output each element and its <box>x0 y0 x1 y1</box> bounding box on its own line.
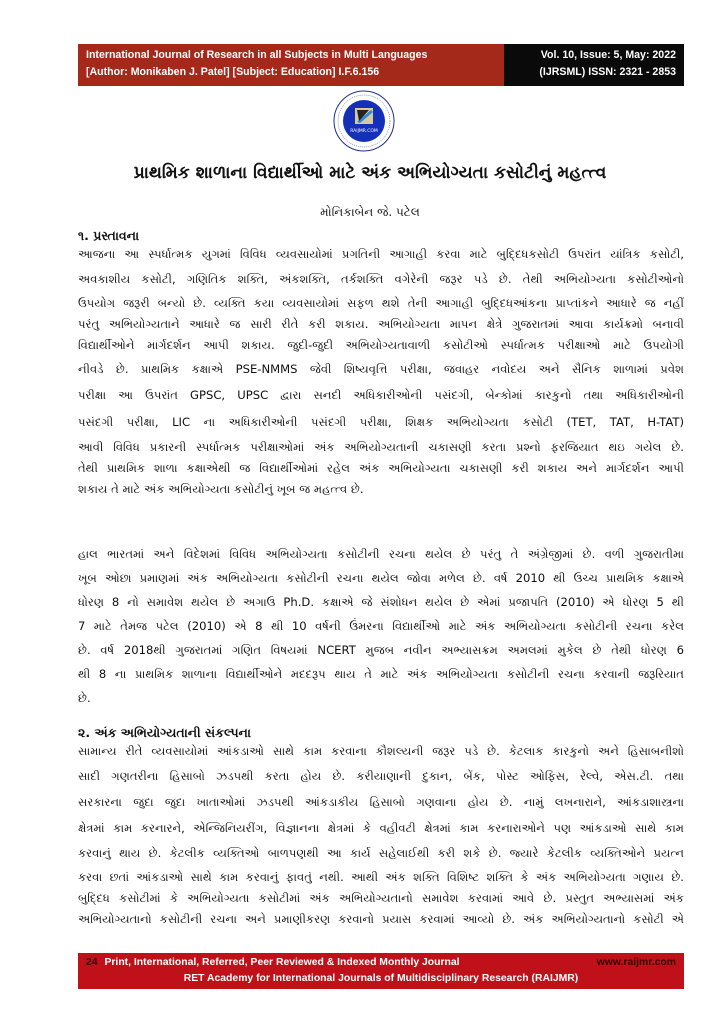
logo-text: RAIJMR.COM <box>350 129 378 134</box>
journal-header <box>78 44 684 86</box>
text-line: ક્ષેત્રમાં કામ કરનારને, એન્જિનિયરીંગ, વિજ્ઞાનના ક્ષેત્રમાં કે વહીવટી ક્ષેત્રમાં કામ કરનારાઓને પણ આંકડાઓ સાથે કામ <box>78 821 684 835</box>
page-number: 24 <box>86 957 98 968</box>
journal-name: International Journal of Research in all Subjects in Multi Languages <box>86 49 428 61</box>
text-line: થી 8 ના પ્રાથમિક શાળાના વિદ્યાર્થીઓને મદદરૂપ થાય તે માટે અંક અભિયોગ્યતા કસોટીની રચના કરવાની જરૂરિયાત <box>78 667 684 681</box>
text-line: કરવાનું થાય છે. કેટલીક વ્યક્તિઓ બાળપણથી આ કાર્ય સહેલાઈથી કરી શકે છે. જ્યારે કેટલીક વ્યક્તિઓને પ્રયત્ન <box>78 846 684 860</box>
header-right-band <box>504 44 684 86</box>
text-line: આજના આ સ્પર્ધાત્મક યુગમાં વિવિધ વ્યવસાયોમાં પ્રગતિની આગાહી કરવા માટે બુદ્દિધકસોટી ઉપરાંત યાંત્રિક કસોટી, <box>78 247 684 261</box>
raijmr-seal-icon <box>333 90 395 152</box>
text-line: ખૂબ ઓછા પ્રમાણમાં અંક અભિયોગ્યતા કસોટીની રચના થયેલ જોવા મળેલ છે. વર્ષ 2010 થી ઉચ્ચ પ્રાથમિક કક્ષાએ <box>78 571 684 585</box>
paper-title: પ્રાથમિક શાળાના વિદ્યાર્થીઓ માટે અંક અભિયોગ્યતા કસોટીનું મહત્ત્વ <box>133 163 607 183</box>
text-line: સામાન્ય રીતે વ્યવસાયોમાં આંકડાઓ સાથે કામ કરવાના કૌશલ્યની જરૂર પડે છે. કેટલાક કારકુનો અને હિસાબનીશો <box>78 744 684 758</box>
text-line: 7 માટે તેમજ પટેલ (2010) એ 8 થી 10 વર્ષની ઉંમરના વિદ્યાર્થીઓ માટે અંક અભિયોગ્યતા કસોટીની રચના કરેલ <box>78 619 684 633</box>
text-line: આવી વિવિધ પ્રકારની સ્પર્ધાત્મક પરીક્ષાઓમાં અંક અભિયોગ્યતાની ચકાસણી કરતા પ્રશ્નો ફરજિયાત થઇ ગયેલ છે. <box>78 439 684 454</box>
text-line: બુદ્દિધ કસોટીમાં કે અભિયોગ્યતા કસોટીમાં અંક અભિયોગ્યતાનો સમાવેશ કરવામાં આવે છે. પ્રસ્તુત અભ્યાસમાં અંક <box>78 891 684 905</box>
journal-footer <box>78 953 684 989</box>
issn: (IJRSML) ISSN: 2321 - 2853 <box>539 66 676 78</box>
text-line: છે. વર્ષ 2018થી ગુજરાતમાં ગણિત વિષયમાં NCERT મુજબ નવીન અભ્યાસક્રમ અમલમાં મુકેલ છે તેથી ધોરણ 6 <box>78 643 684 657</box>
text-line: છે. <box>78 691 91 705</box>
header-left-band <box>78 44 504 86</box>
text-line: સાદી ગણતરીના હિસાબો ઝડપથી કરતા હોય છે. કરીયાણાની દુકાન, બેંક, પોસ્ટ ઓફિસ, રેલ્વે, એસ.ટી. તથા <box>78 769 684 783</box>
text-line: અવકાશીય કસોટી, ગણિતિક શક્તિ, અંકશક્તિ, તર્કશક્તિ વગેરેની જરૂર પડે છે. તેથી અભિયોગ્યતા કસોટીઓનો <box>78 272 684 287</box>
text-line: પરીક્ષા આ ઉપરાંત GPSC, UPSC દ્વારા સનદી અધિકારીઓની પસંદગી, બેન્કોમાં કારકુનો તથા અધિકારીઓની <box>78 387 684 402</box>
paper-author: મોનિકાબેન જે. પટેલ <box>320 205 420 219</box>
text-line: તેથી પ્રાથમિક શાળા કક્ષાએથી જ વિદ્યાર્થીઓમાં રહેલ અંક અભિયોગ્યતા ચકાસણી કરી શકાય અને માર્ગદર્શન આપી <box>78 460 684 475</box>
volume-issue: Vol. 10, Issue: 5, May: 2022 <box>540 49 676 61</box>
text-line: નીવડે છે. પ્રાથમિક કક્ષાએ PSE-NMMS જેવી શિષ્યવૃત્તિ પરીક્ષા, જવાહર નવોદય અને સૈનિક શાળામાં પ્રવેશ <box>78 361 684 376</box>
paragraph-concept-1 <box>78 739 684 930</box>
journal-url-link[interactable]: www.raijmr.com <box>596 957 676 968</box>
text-line: પરંતુ અભિયોગ્યતાને આધારે જ સારી રીતે કરી શકાય. અભિયોગ્યતા માપન ક્ષેત્રે ગુજરાતમાં આવા કાર્યક્રમો બનાવી <box>78 316 684 331</box>
text-line: પસંદગી પરીક્ષા, LIC ના અધિકારીઓની પસંદગી પરીક્ષા, શિક્ષક અભિયોગ્યતા કસોટી (TET, TAT, H-TAT) <box>78 414 684 429</box>
text-line: વિદ્યાર્થીઓને માર્ગદર્શન આપી શકાય. જુદી-જુદી અભિયોગ્યતાવાળી કસોટીઓ સ્પર્ધાત્મક પરીક્ષાઓ માટે ઉપયોગી <box>78 337 684 352</box>
text-line: શકાય તે માટે અંક અભિયોગ્યતા કસોટીનું ખૂબ જ મહત્ત્વ છે. <box>78 481 364 496</box>
text-line: સરકારના જુદા જુદા ખાતાઓમાં ઝડપથી આંકડાકીય હિસાબો ગણવાના હોય છે. નામું લખનારાને, આંકડાશાસ્ત્રના <box>78 795 684 809</box>
text-line: ધોરણ 8 નો સમાવેશ થયેલ છે અગાઉ Ph.D. કક્ષાએ જે સંશોધન થયેલ છે એમાં પ્રજાપતિ (2010) એ ધોરણ 5 થી <box>78 595 684 609</box>
text-line: અભિયોગ્યતાનો કસોટીની રચના અને પ્રમાણીકરણ કરવાનો પ્રયાસ કરવામાં આવ્યો છે. અંક અભિયોગ્યતાનો કસોટી એ <box>78 912 684 926</box>
paragraph-introduction-2 <box>78 542 684 710</box>
raijmr-logo <box>333 90 395 152</box>
publisher-name: RET Academy for International Journals of Multidisciplinary Research (RAIJMR) <box>183 973 579 984</box>
section-heading-introduction: ૧. પ્રસ્તાવના <box>78 228 140 243</box>
text-line: કરવા છતાં આંકડાઓ સાથે કામ કરવાનું ફાવતું નથી. આથી અંક શક્તિ વિશિષ્ટ શક્તિ કે અંક અભિયોગ્યતા ગણાય છે. <box>78 870 684 884</box>
paragraph-introduction-1 <box>78 242 684 500</box>
author-subject-line: [Author: Monikaben J. Patel] [Subject: Education] I.F.6.156 <box>86 66 380 78</box>
footer-tagline: Print, International, Referred, Peer Reviewed & Indexed Monthly Journal <box>104 957 460 968</box>
text-line: ઉપયોગ જરૂરી બન્યો છે. વ્યક્તિ કયા વ્યવસાયોમાં સફળ થશે તેની આગાહી બુદ્દિધઆંકના પ્રાપ્તાંકને આધારે જ નહીં <box>78 295 684 310</box>
section-heading-concept: ૨. અંક અભિયોગ્યતાની સંકલ્પના <box>78 725 251 740</box>
text-line: હાલ ભારતમાં અને વિદેશમાં વિવિધ અભિયોગ્યતા કસોટીની રચના થયેલ છે પરંતુ તે અંગ્રેજીમાં છે. વળી ગુજરાતીમા <box>78 547 684 561</box>
